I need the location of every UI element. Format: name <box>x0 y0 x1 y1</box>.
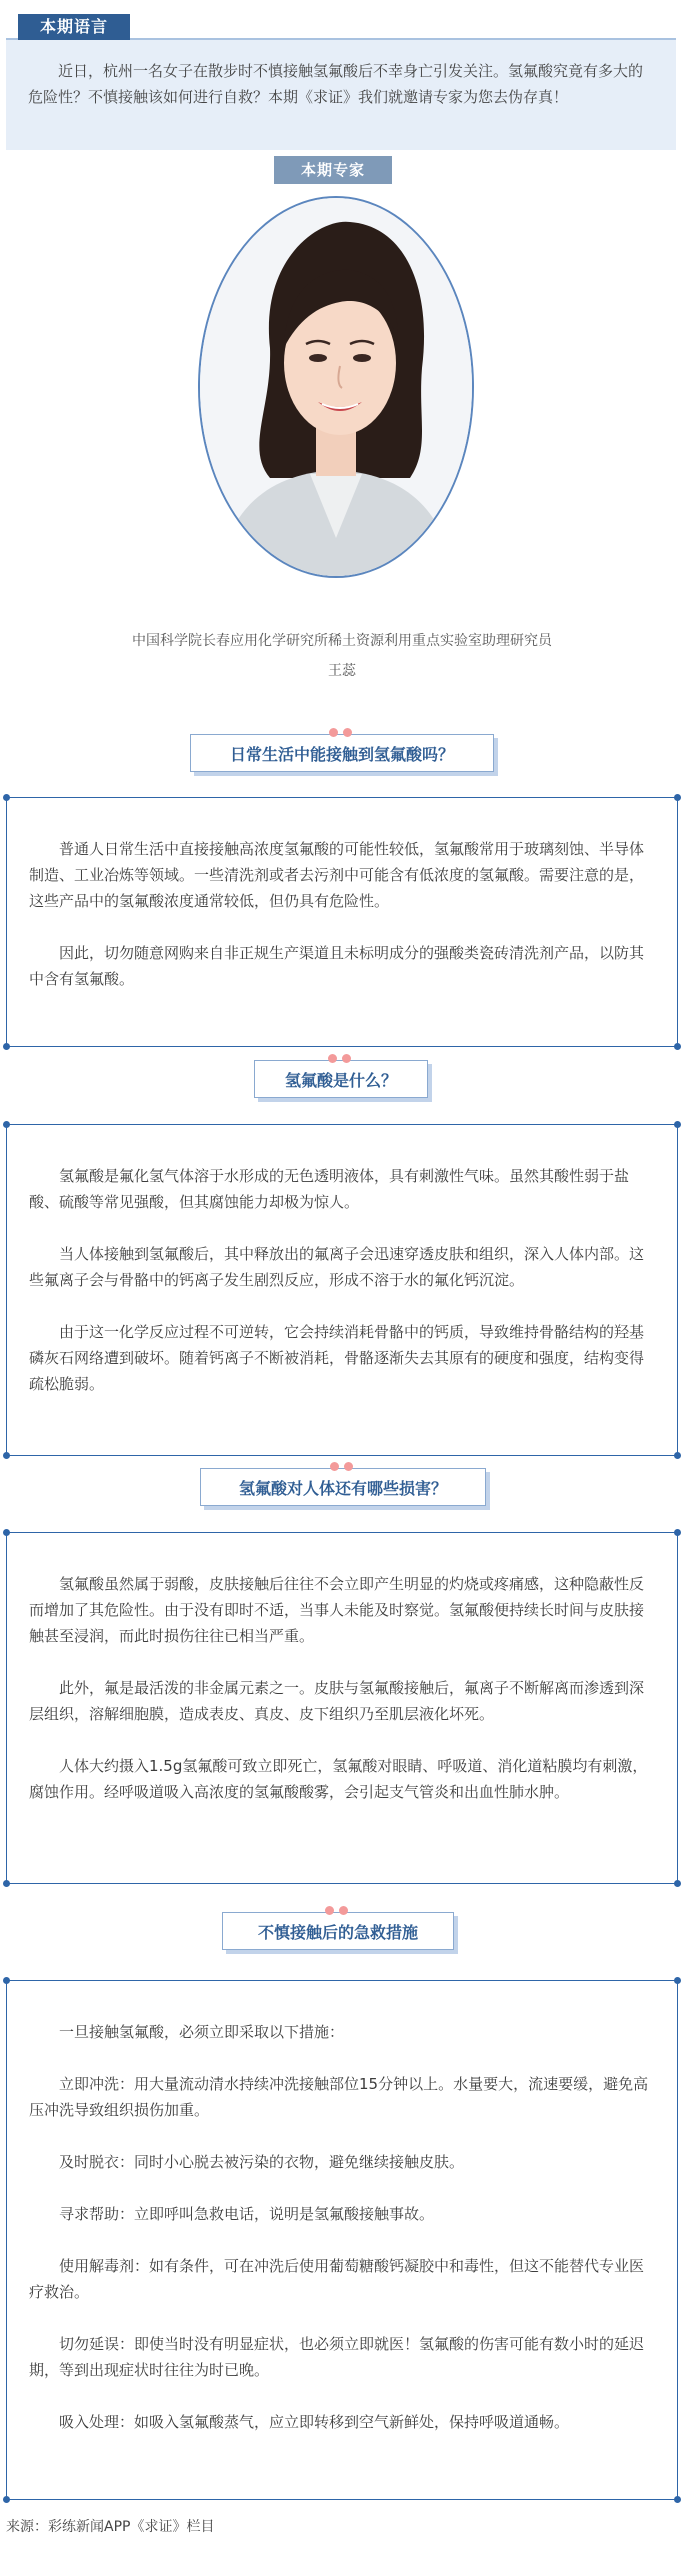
section-3-heading <box>200 1468 486 1506</box>
expert-institution: 中国科学院长春应用化学研究所稀土资源利用重点实验室助理研究员 <box>132 633 552 649</box>
intro-section <box>0 0 684 158</box>
section-1-box <box>6 797 678 1047</box>
section-4-paragraph: 一旦接触氢氟酸，必须立即采取以下措施： <box>59 2023 345 2041</box>
section-4-paragraph: 切勿延误：即使当时没有明显症状，也必须立即就医！氢氟酸的伤害可能有数小时的延迟期，等到出现症状时往往为时已晚。 <box>29 2335 645 2379</box>
section-4-paragraph: 立即冲洗：用大量流动清水持续冲洗接触部位15分钟以上。水量要大，流速要缓，避免高压冲洗导致组织损伤加重。 <box>29 2075 649 2119</box>
section-1-paragraph: 因此，切勿随意网购来自非正规生产渠道且未标明成分的强酸类瓷砖清洗剂产品，以防其中含有氢氟酸。 <box>29 944 645 988</box>
heading-dots <box>325 1054 357 1064</box>
section-2-heading <box>254 1060 428 1098</box>
expert-portrait <box>198 196 474 578</box>
section-1-heading <box>190 734 494 772</box>
expert-name: 王蕊 <box>328 663 356 679</box>
intro-text: 近日，杭州一名女子在散步时不慎接触氢氟酸后不幸身亡引发关注。氢氟酸究竟有多大的危险性？不慎接触该如何进行自救？本期《求证》我们就邀请专家为您去伪存真！ <box>28 62 644 106</box>
expert-tag: 本期专家 <box>274 156 392 184</box>
section-4-paragraph: 寻求帮助：立即呼叫急救电话，说明是氢氟酸接触事故。 <box>59 2205 435 2223</box>
heading-dots <box>327 1462 359 1472</box>
section-1-paragraph: 普通人日常生活中直接接触高浓度氢氟酸的可能性较低，氢氟酸常用于玻璃刻蚀、半导体制造、工业冶炼等领域。一些清洗剂或者去污剂中可能含有低浓度的氢氟酸。需要注意的是，这些产品中的氢氟酸浓度通常较低，但仍具有危险性。 <box>29 840 645 910</box>
heading-dots <box>326 728 358 738</box>
section-4-box <box>6 1980 678 2500</box>
section-4-paragraph: 及时脱衣：同时小心脱去被污染的衣物，避免继续接触皮肤。 <box>59 2153 465 2171</box>
section-3-paragraph: 人体大约摄入1.5g氢氟酸可致立即死亡，氢氟酸对眼睛、呼吸道、消化道粘膜均有刺激，腐蚀作用。经呼吸道吸入高浓度的氢氟酸酸雾，会引起支气管炎和出血性肺水肿。 <box>29 1757 648 1801</box>
source-credit: 来源：彩练新闻APP《求证》栏目 <box>6 2519 215 2535</box>
section-3-box <box>6 1532 678 1884</box>
section-4-heading <box>222 1912 454 1950</box>
portrait-illustration <box>200 198 472 576</box>
section-2-paragraph: 当人体接触到氢氟酸后，其中释放出的氟离子会迅速穿透皮肤和组织，深入人体内部。这些氟离子会与骨骼中的钙离子发生剧烈反应，形成不溶于水的氟化钙沉淀。 <box>29 1245 645 1289</box>
section-2-paragraph: 由于这一化学反应过程不可逆转，它会持续消耗骨骼中的钙质，导致维持骨骼结构的羟基磷灰石网络遭到破坏。随着钙离子不断被消耗，骨骼逐渐失去其原有的硬度和强度，结构变得疏松脆弱。 <box>29 1323 645 1393</box>
section-2-box <box>6 1124 678 1456</box>
section-3-paragraph: 氢氟酸虽然属于弱酸，皮肤接触后往往不会立即产生明显的灼烧或疼痛感，这种隐蔽性反而增加了其危险性。由于没有即时不适，当事人未能及时察觉。氢氟酸便持续长时间与皮肤接触甚至浸润，而此时损伤往往已相当严重。 <box>29 1575 645 1645</box>
intro-tag: 本期语言 <box>18 14 130 40</box>
section-4-title: 不慎接触后的急救措施 <box>257 1922 418 1942</box>
section-4-paragraph: 使用解毒剂：如有条件，可在冲洗后使用葡萄糖酸钙凝胶中和毒性，但这不能替代专业医疗救治。 <box>29 2257 645 2301</box>
section-2-title: 氢氟酸是什么？ <box>284 1070 397 1090</box>
intro-box <box>6 38 676 150</box>
heading-dots <box>322 1906 354 1916</box>
section-1-title: 日常生活中能接触到氢氟酸吗？ <box>229 744 454 764</box>
section-3-title: 氢氟酸对人体还有哪些损害？ <box>238 1478 447 1498</box>
section-3-paragraph: 此外，氟是最活泼的非金属元素之一。皮肤与氢氟酸接触后，氟离子不断解离而渗透到深层组织，溶解细胞膜，造成表皮、真皮、皮下组织乃至肌层液化坏死。 <box>29 1679 645 1723</box>
section-2-paragraph: 氢氟酸是氟化氢气体溶于水形成的无色透明液体，具有刺激性气味。虽然其酸性弱于盐酸、硫酸等常见强酸，但其腐蚀能力却极为惊人。 <box>29 1167 630 1211</box>
section-4-paragraph: 吸入处理：如吸入氢氟酸蒸气，应立即转移到空气新鲜处，保持呼吸道通畅。 <box>59 2413 570 2431</box>
